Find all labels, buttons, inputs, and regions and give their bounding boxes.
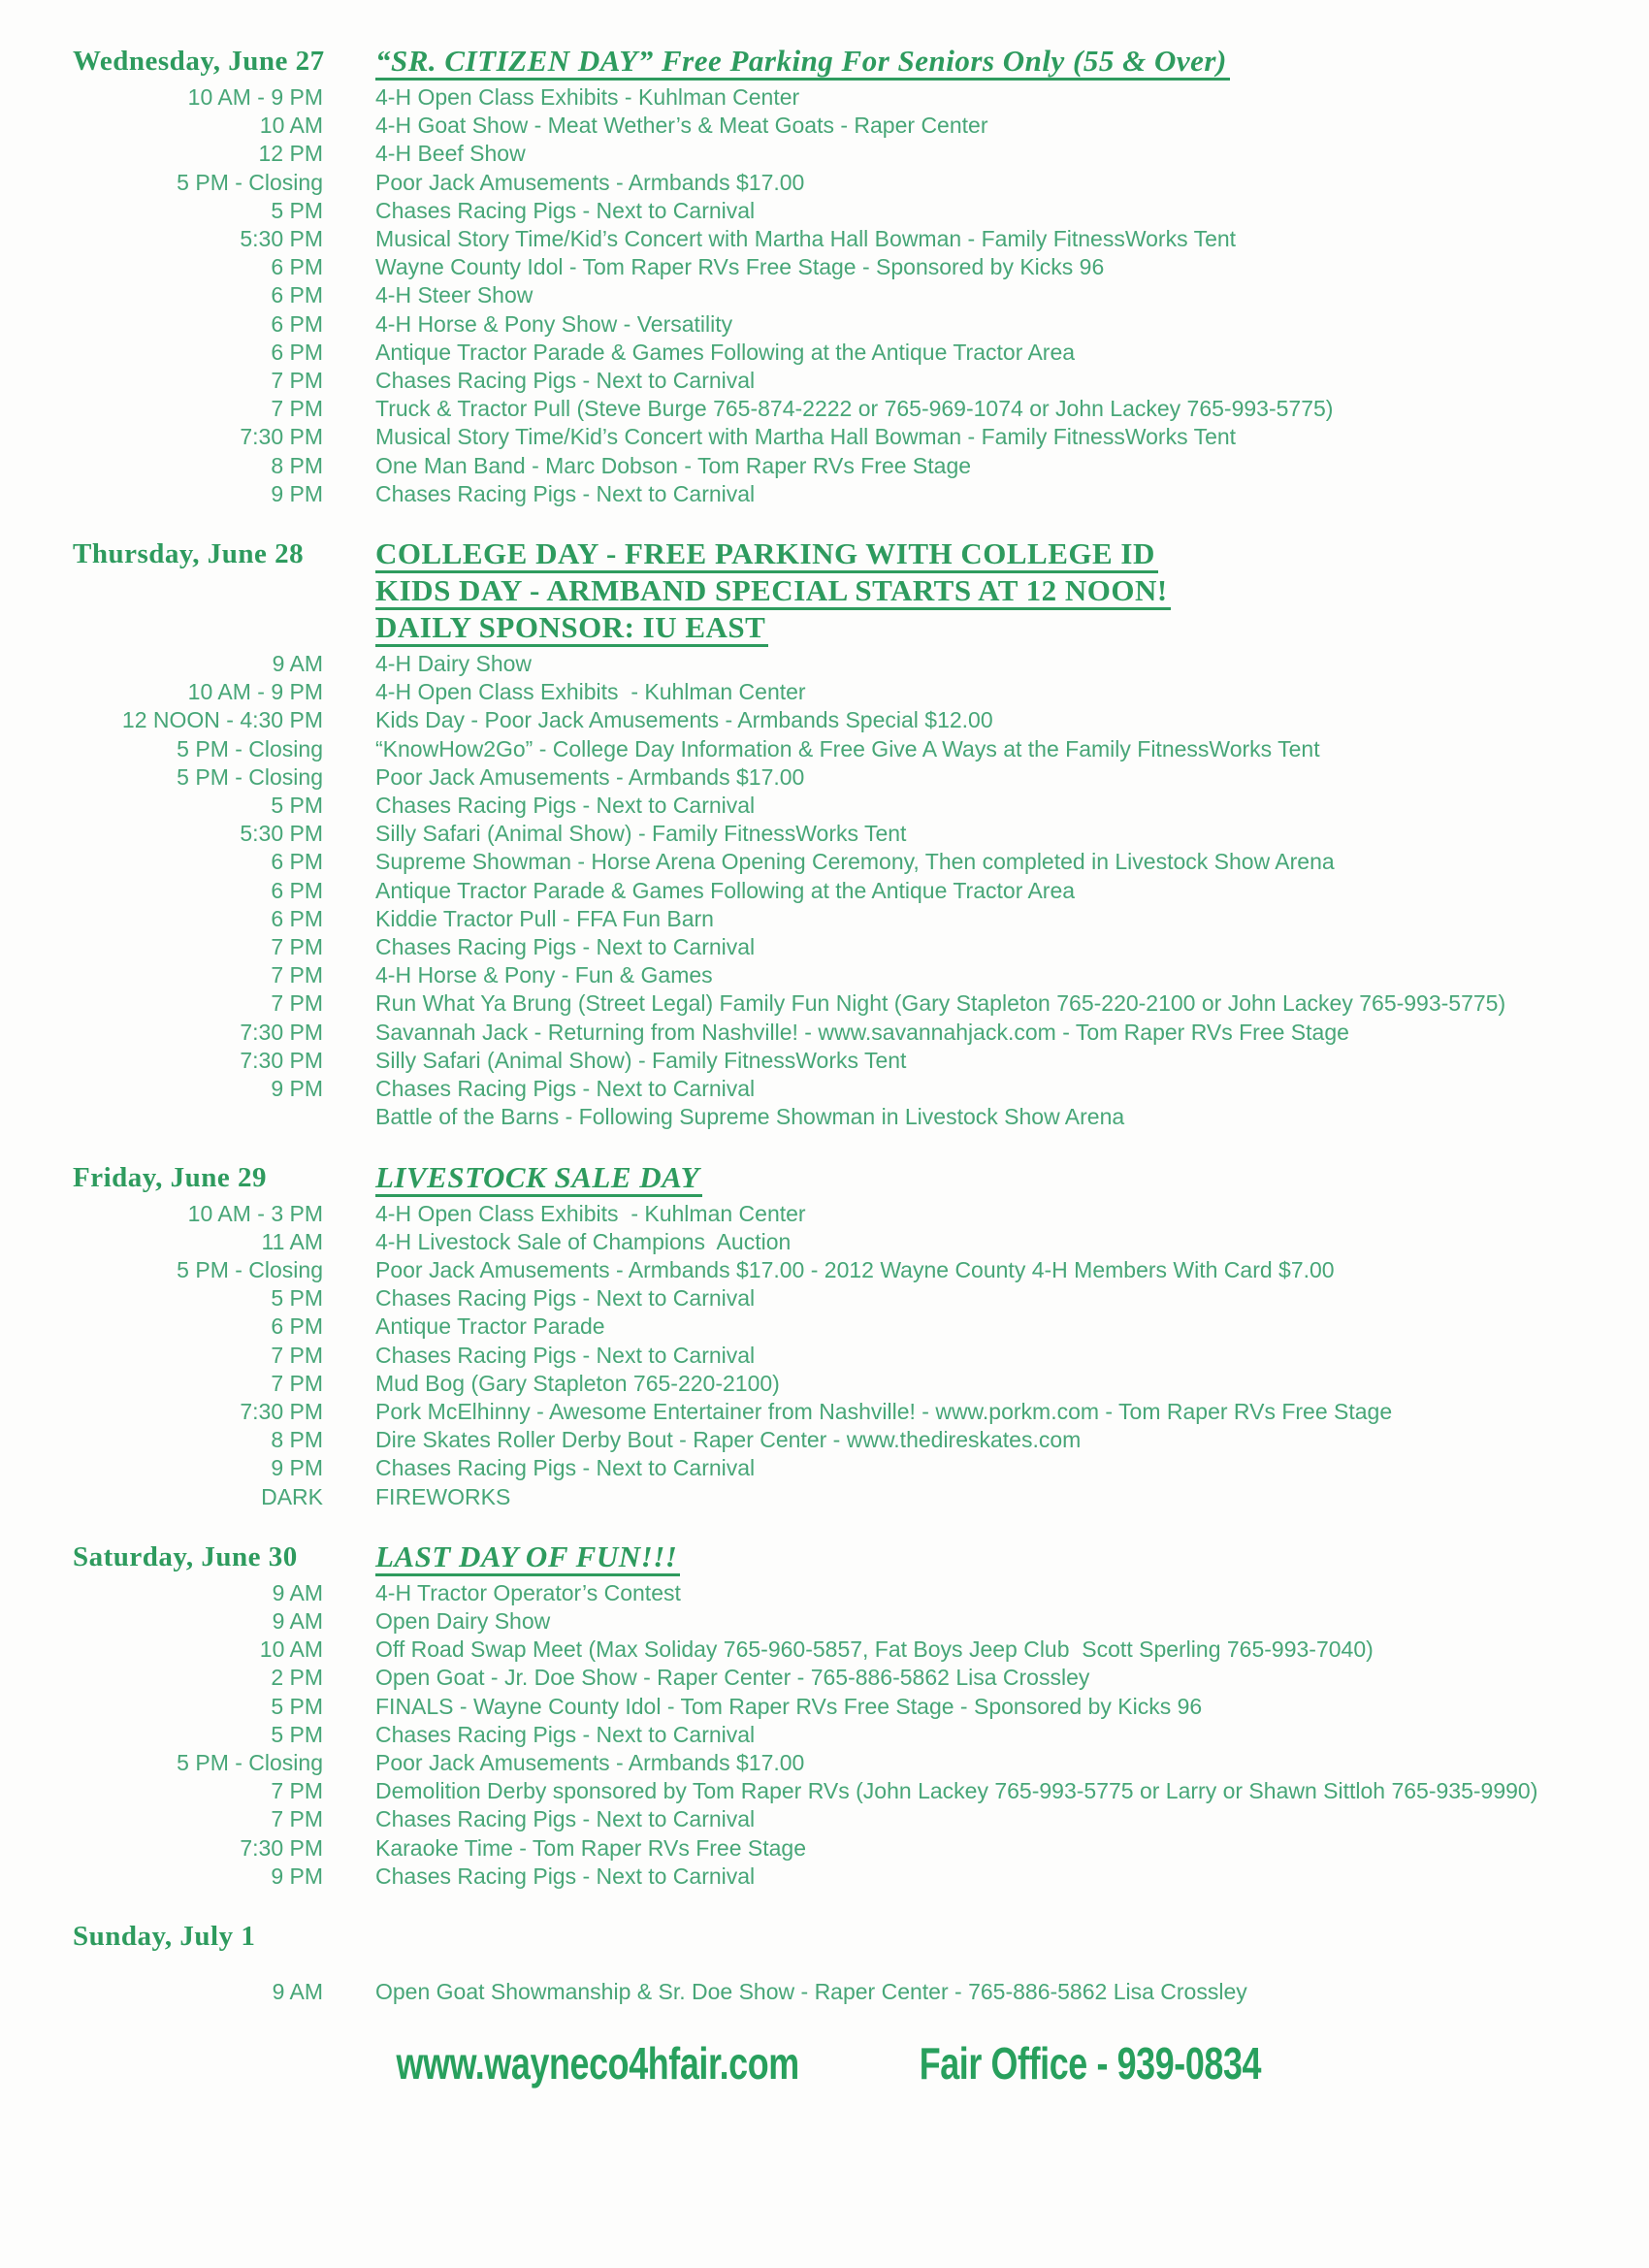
schedule-row [0,1834,1649,1863]
event-description: Kids Day - Poor Jack Amusements - Armbands Special $12.00 [375,707,993,733]
event-description: Karaoke Time - Tom Raper RVs Free Stage [375,1834,807,1861]
schedule-sections [0,45,1649,2006]
event-description: Poor Jack Amusements - Armbands $17.00 - 2012 Wayne County 4-H Members With Card $7.00 [375,1256,1335,1282]
schedule-row [0,905,1649,933]
event-time: 9 PM [271,1455,323,1481]
schedule-row [0,1805,1649,1833]
event-time: DARK [261,1483,323,1509]
event-time: 7 PM [271,368,323,394]
event-time: 10 AM - 9 PM [187,84,323,110]
schedule-row [0,1103,1649,1131]
event-time: 7:30 PM [240,1398,323,1424]
event-time [0,1103,323,1131]
schedule-row [0,1978,1649,2006]
event-description: 4-H Horse & Pony - Fun & Games [375,962,713,988]
event-time: 7 PM [271,990,323,1017]
event-description: 4-H Horse & Pony Show - Versatility [375,310,733,337]
event-description: Chases Racing Pigs - Next to Carnival [375,1806,756,1832]
day-header: Saturday, June 30 [73,1540,298,1572]
event-description: Truck & Tractor Pull (Steve Burge 765-874-2222 or 765-969-1074 or John Lackey 765-993-5775) [375,396,1334,422]
event-time: 7:30 PM [240,424,323,450]
schedule-row [0,83,1649,112]
day-section [0,537,1649,1131]
event-description: Chases Racing Pigs - Next to Carnival [375,1721,756,1747]
schedule-row [0,1693,1649,1721]
event-description: Pork McElhinny - Awesome Entertainer from Nashville! - www.porkm.com - Tom Raper RVs Free Stage [375,1398,1393,1424]
schedule-row [0,1256,1649,1284]
event-description: Silly Safari (Animal Show) - Family FitnessWorks Tent [375,821,907,847]
schedule-row [0,1777,1649,1805]
event-description: Open Goat Showmanship & Sr. Doe Show - Raper Center - 765-886-5862 Lisa Crossley [375,1978,1247,2004]
section-rows [0,1579,1649,1891]
event-time: 12 PM [258,141,323,167]
event-time: 9 PM [271,480,323,506]
event-time: 7:30 PM [240,1047,323,1073]
event-description: Savannah Jack - Returning from Nashville! - www.savannahjack.com - Tom Raper RVs Free Stage [375,1019,1349,1045]
day-header: Sunday, July 1 [73,1920,256,1952]
event-description: Poor Jack Amusements - Armbands $17.00 [375,1749,805,1775]
section-title-line: DAILY SPONSOR: IU EAST [375,611,768,647]
schedule-row [0,989,1649,1018]
section-title [375,1540,1649,1577]
event-time: 5 PM [271,1285,323,1312]
event-description: Antique Tractor Parade & Games Following at the Antique Tractor Area [375,339,1076,365]
schedule-row [0,1342,1649,1370]
event-description: Mud Bog (Gary Stapleton 765-220-2100) [375,1370,780,1396]
schedule-row [0,1200,1649,1228]
schedule-row [0,367,1649,395]
event-description: Antique Tractor Parade & Games Following at the Antique Tractor Area [375,877,1076,903]
section-rows [0,1978,1649,2006]
section-title-line: LIVESTOCK SALE DAY [375,1161,702,1197]
day-section [0,1161,1649,1511]
schedule-row [0,1398,1649,1426]
day-header: Friday, June 29 [73,1161,268,1193]
event-description: Chases Racing Pigs - Next to Carnival [375,480,756,506]
event-description: Chases Racing Pigs - Next to Carnival [375,1076,756,1102]
event-time: 7 PM [271,962,323,988]
event-description: Poor Jack Amusements - Armbands $17.00 [375,169,805,195]
event-time: 6 PM [271,339,323,365]
event-description: Musical Story Time/Kid’s Concert with Martha Hall Bowman - Family FitnessWorks Tent [375,424,1237,450]
event-time: 7 PM [271,396,323,422]
event-time: 10 AM [259,1636,323,1663]
event-description: Wayne County Idol - Tom Raper RVs Free Stage - Sponsored by Kicks 96 [375,254,1105,280]
schedule-row [0,197,1649,225]
event-time: 9 AM [272,651,323,677]
section-header [0,537,1649,648]
section-title [375,45,1649,81]
event-time: 5 PM - Closing [177,735,323,761]
event-time: 9 AM [272,1607,323,1634]
event-description: Open Dairy Show [375,1607,551,1634]
event-description: 4-H Open Class Exhibits - Kuhlman Center [375,1200,806,1226]
page-footer [0,2039,1649,2088]
day-header: Wednesday, June 27 [73,46,325,77]
schedule-row [0,480,1649,508]
event-time: 6 PM [271,254,323,280]
section-header [0,1161,1649,1198]
event-time: 5 PM - Closing [177,1749,323,1775]
section-header [0,1540,1649,1577]
section-title-line: KIDS DAY - ARMBAND SPECIAL STARTS AT 12 NOON! [375,574,1171,610]
schedule-row [0,310,1649,339]
event-description: Chases Racing Pigs - Next to Carnival [375,1342,756,1368]
schedule-row [0,763,1649,792]
schedule-row [0,395,1649,423]
event-time: 2 PM [271,1665,323,1691]
event-time: 7 PM [271,1342,323,1368]
schedule-row [0,1483,1649,1511]
day-section [0,1540,1649,1891]
event-description: 4-H Beef Show [375,141,526,167]
day-header: Thursday, June 28 [73,538,305,570]
event-time: 10 AM - 9 PM [187,679,323,705]
event-time: 7 PM [271,1778,323,1804]
event-description: “KnowHow2Go” - College Day Information & Free Give A Ways at the Family FitnessWorks Tent [375,735,1320,761]
schedule-row [0,1426,1649,1454]
event-time: 9 AM [272,1978,323,2004]
schedule-row [0,735,1649,763]
schedule-row [0,1636,1649,1664]
day-section [0,45,1649,508]
schedule-row [0,792,1649,820]
event-description: 4-H Livestock Sale of Champions Auction [375,1228,792,1254]
event-description: Run What Ya Brung (Street Legal) Family Fun Night (Gary Stapleton 765-220-2100 or John Lackey 765-993-5775) [375,990,1506,1017]
schedule-row [0,112,1649,140]
event-time: 5 PM [271,793,323,819]
schedule-row [0,140,1649,168]
event-description: Chases Racing Pigs - Next to Carnival [375,1863,756,1889]
event-description: Kiddie Tractor Pull - FFA Fun Barn [375,905,714,931]
schedule-row [0,423,1649,451]
event-description: FIREWORKS [375,1483,511,1509]
footer-fair-office-phone: Fair Office - 939-0834 [919,2038,1262,2090]
event-time: 5 PM - Closing [177,169,323,195]
section-header [0,45,1649,81]
event-description: Chases Racing Pigs - Next to Carnival [375,368,756,394]
event-description: Dire Skates Roller Derby Bout - Raper Center - www.thedireskates.com [375,1427,1082,1453]
event-description: 4-H Tractor Operator’s Contest [375,1579,681,1605]
section-rows [0,83,1649,508]
event-description: FINALS - Wayne County Idol - Tom Raper RVs Free Stage - Sponsored by Kicks 96 [375,1693,1203,1719]
event-description: Chases Racing Pigs - Next to Carnival [375,793,756,819]
event-description: 4-H Goat Show - Meat Wether’s & Meat Goats - Raper Center [375,113,988,139]
event-description: Chases Racing Pigs - Next to Carnival [375,934,756,960]
schedule-row [0,678,1649,706]
event-time: 6 PM [271,1313,323,1340]
schedule-row [0,1047,1649,1075]
event-time: 9 AM [272,1579,323,1605]
section-title [375,537,1649,648]
schedule-row [0,820,1649,848]
schedule-row [0,706,1649,734]
event-description: Chases Racing Pigs - Next to Carnival [375,1455,756,1481]
schedule-row [0,933,1649,961]
event-time: 5 PM [271,1693,323,1719]
event-time: 5 PM [271,1721,323,1747]
schedule-row [0,1370,1649,1398]
event-time: 7 PM [271,1806,323,1832]
event-description: 4-H Steer Show [375,282,534,308]
event-description: Chases Racing Pigs - Next to Carnival [375,197,756,223]
event-description: Open Goat - Jr. Doe Show - Raper Center - 765-886-5862 Lisa Crossley [375,1665,1090,1691]
day-section [0,1920,1649,2006]
schedule-row [0,169,1649,197]
schedule-row [0,1863,1649,1891]
event-description: Chases Racing Pigs - Next to Carnival [375,1285,756,1312]
event-description: Silly Safari (Animal Show) - Family FitnessWorks Tent [375,1047,907,1073]
event-description: 4-H Open Class Exhibits - Kuhlman Center [375,84,800,110]
schedule-row [0,281,1649,309]
event-time: 7:30 PM [240,1834,323,1861]
event-time: 10 AM - 3 PM [187,1200,323,1226]
event-time: 5:30 PM [240,226,323,252]
event-time: 9 PM [271,1863,323,1889]
schedule-row [0,1019,1649,1047]
schedule-row [0,1579,1649,1607]
event-description: Musical Story Time/Kid’s Concert with Martha Hall Bowman - Family FitnessWorks Tent [375,226,1237,252]
schedule-row [0,1664,1649,1692]
event-description: One Man Band - Marc Dobson - Tom Raper RVs Free Stage [375,452,972,478]
schedule-row [0,225,1649,253]
event-time: 6 PM [271,849,323,875]
schedule-row [0,452,1649,480]
schedule-row [0,650,1649,678]
section-rows [0,650,1649,1131]
schedule-row [0,1454,1649,1482]
event-time: 12 NOON - 4:30 PM [121,707,323,733]
schedule-row [0,1312,1649,1341]
schedule-row [0,1749,1649,1777]
event-time: 5:30 PM [240,821,323,847]
schedule-row [0,1721,1649,1749]
event-time: 10 AM [259,113,323,139]
event-time: 7:30 PM [240,1019,323,1045]
section-rows [0,1200,1649,1511]
event-description: Demolition Derby sponsored by Tom Raper RVs (John Lackey 765-993-5775 or Larry or Shawn Sittloh 765-935-9990) [375,1778,1538,1804]
event-time: 9 PM [271,1076,323,1102]
section-title-line: COLLEGE DAY - FREE PARKING WITH COLLEGE ID [375,537,1158,573]
event-time: 5 PM - Closing [177,1256,323,1282]
footer-website: www.wayneco4hfair.com [396,2038,799,2090]
schedule-row [0,877,1649,905]
event-time: 5 PM - Closing [177,763,323,790]
event-description: Battle of the Barns - Following Supreme Showman in Livestock Show Arena [375,1104,1125,1130]
schedule-row [0,1075,1649,1103]
event-description: 4-H Dairy Show [375,651,533,677]
schedule-row [0,1228,1649,1256]
event-description: Poor Jack Amusements - Armbands $17.00 [375,763,805,790]
event-time: 11 AM [261,1228,323,1254]
event-description: Off Road Swap Meet (Max Soliday 765-960-5857, Fat Boys Jeep Club Scott Sperling 765-993-7040) [375,1636,1374,1663]
event-time: 6 PM [271,282,323,308]
event-time: 6 PM [271,877,323,903]
event-time: 6 PM [271,310,323,337]
event-time: 8 PM [271,452,323,478]
section-title [375,1161,1649,1198]
event-time: 5 PM [271,197,323,223]
schedule-row [0,339,1649,367]
event-description: 4-H Open Class Exhibits - Kuhlman Center [375,679,806,705]
event-time: 7 PM [271,1370,323,1396]
schedule-row [0,253,1649,281]
event-description: Supreme Showman - Horse Arena Opening Ceremony, Then completed in Livestock Show Arena [375,849,1335,875]
event-time: 7 PM [271,934,323,960]
schedule-row [0,1607,1649,1636]
event-description: Antique Tractor Parade [375,1313,605,1340]
schedule-row [0,961,1649,989]
schedule-row [0,848,1649,876]
event-time: 6 PM [271,905,323,931]
event-time: 8 PM [271,1427,323,1453]
schedule-row [0,1284,1649,1312]
section-header [0,1920,1649,1953]
section-title-line: LAST DAY OF FUN!!! [375,1540,680,1576]
section-title-line: “SR. CITIZEN DAY” Free Parking For Seniors Only (55 & Over) [375,45,1230,81]
